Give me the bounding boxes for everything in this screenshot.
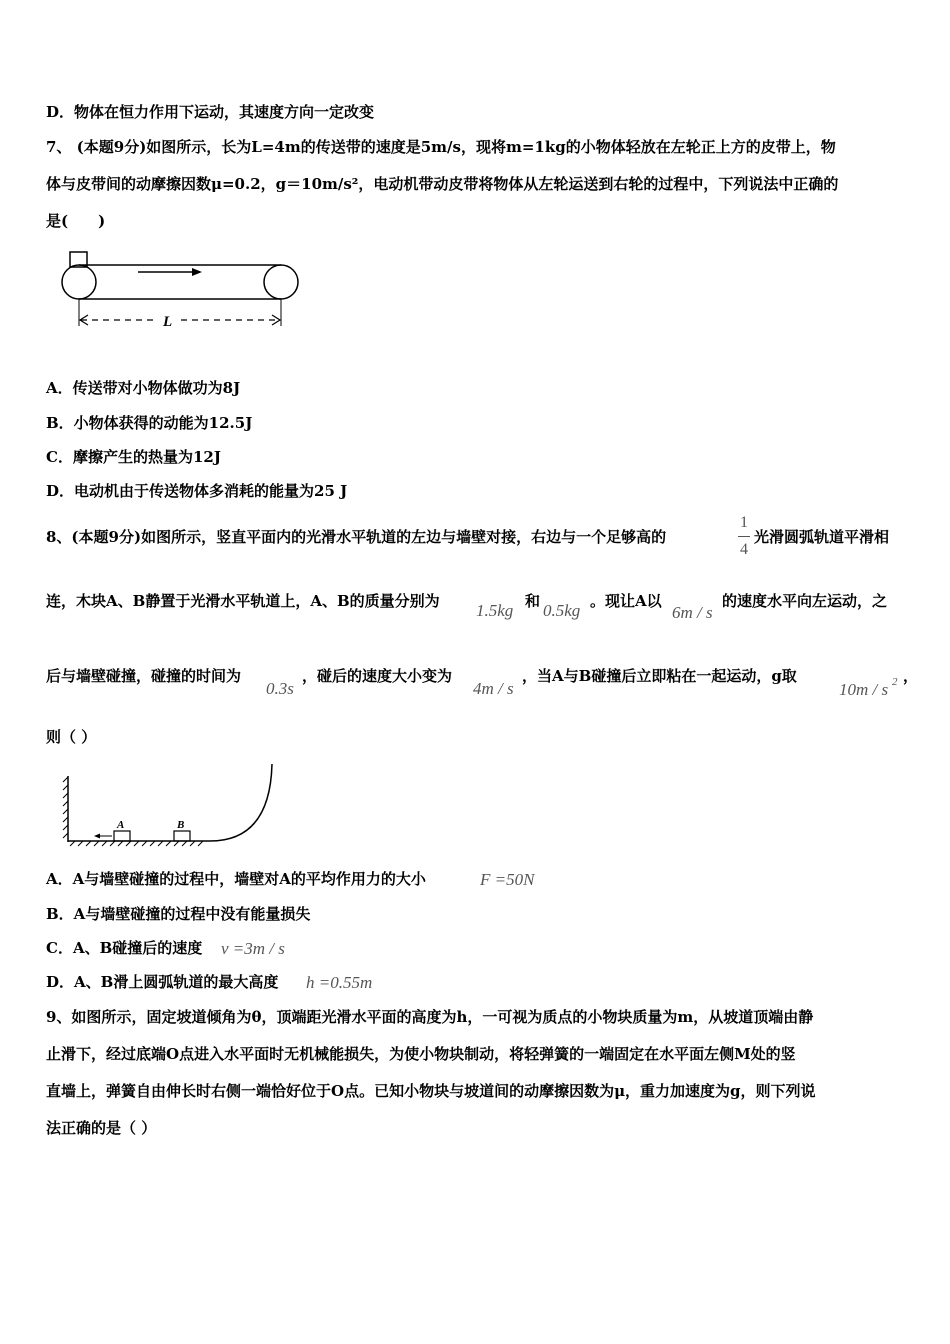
q8-stem-line-2d: 的速度水平向左运动，之 — [722, 592, 888, 610]
q8-stem-line-2a: 连，木块A、B静置于光滑水平轨道上，A、B的质量分别为 — [46, 592, 440, 610]
q8-stem-line-4: 则（ ） — [46, 728, 97, 746]
q7-option-b: B．小物体获得的动能为12.5J — [46, 414, 253, 432]
gravity-exponent: 2 — [892, 676, 898, 688]
rebound-velocity: 4m / s — [473, 679, 514, 698]
q9-stem-line-3: 直墙上，弹簧自由伸长时右侧一端恰好位于O点。已知小物块与坡道间的动摩擦因数为μ，重力加速度为g，则下列说 — [46, 1082, 816, 1100]
velocity-arrowhead-a — [94, 834, 100, 839]
length-label: L — [163, 314, 173, 330]
q9-stem-line-1: 9、如图所示，固定坡道倾角为θ，顶端距光滑水平面的高度为h，一可视为质点的小物块质量为m，从坡道顶端由静 — [46, 1008, 814, 1026]
q9-stem-line-4: 法正确的是（ ） — [46, 1119, 157, 1137]
fraction-bar — [738, 536, 750, 537]
velocity-a: 6m / s — [672, 603, 713, 622]
q7-stem-line-3: 是( ) — [46, 212, 106, 230]
q7-stem-line-1: 7、 (本题9分)如图所示，长为L=4m的传送带的速度是5m/s，现将m=1kg的小物体轻放在左轮正上方的皮带上，物 — [46, 138, 836, 156]
wall-force: F =50N — [480, 870, 535, 889]
q8-stem-line-2b: 和 — [525, 592, 541, 610]
q7-stem-line-2: 体与皮带间的动摩擦因数μ=0.2，g＝10m/s²，电动机带动皮带将物体从左轮运送到右轮的过程中，下列说法中正确的 — [46, 175, 839, 193]
q8-stem-line-3b: ，碰后的速度大小变为 — [302, 667, 453, 685]
conveyor-belt-figure — [56, 248, 326, 338]
q8-stem-line-1a: 8、(本题9分)如图所示，竖直平面内的光滑水平轨道的左边与墙壁对接，右边与一个足够高的 — [46, 528, 667, 546]
mass-a: 1.5kg — [476, 601, 514, 620]
left-wheel — [62, 265, 96, 299]
q8-option-a: A．A与墙壁碰撞的过程中，墙壁对A的平均作用力的大小 — [46, 870, 426, 888]
q9-stem-line-2: 止滑下，经过底端O点进入水平面时无机械能损失，为使小物块制动，将轻弹簧的一端固定在水平面左侧M处的竖 — [46, 1045, 796, 1063]
block-a-label: A — [117, 819, 125, 831]
fraction-denominator: 4 — [740, 541, 748, 558]
block-a — [114, 831, 130, 841]
prev-option-d: D．物体在恒力作用下运动，其速度方向一定改变 — [46, 103, 375, 121]
max-height: h =0.55m — [306, 973, 373, 992]
q8-stem-line-3a: 后与墙壁碰撞，碰撞的时间为 — [46, 667, 242, 685]
q7-option-c: C．摩擦产生的热量为12J — [46, 448, 221, 466]
q8-option-c: C．A、B碰撞后的速度 — [46, 939, 203, 957]
direction-arrowhead — [192, 268, 202, 276]
block-b — [174, 831, 190, 841]
q8-stem-line-2c: 。现让A以 — [590, 592, 662, 610]
wall-arc-track-figure — [60, 762, 290, 847]
q7-option-a: A．传送带对小物体做功为8J — [46, 379, 241, 397]
q8-stem-line-3d: ， — [903, 667, 919, 685]
q8-stem-line-3c: ，当A与B碰撞后立即粘在一起运动，g取 — [522, 667, 797, 685]
block-b-label: B — [177, 819, 185, 831]
q8-option-d: D．A、B滑上圆弧轨道的最大高度 — [46, 973, 279, 991]
q8-stem-line-1b: 光滑圆弧轨道平滑相 — [754, 528, 890, 546]
q7-option-d: D．电动机由于传送物体多消耗的能量为25 J — [46, 482, 348, 500]
gravity-value: 10m / s — [839, 680, 889, 699]
collision-time: 0.3s — [266, 679, 294, 698]
mass-b: 0.5kg — [543, 601, 581, 620]
fraction-numerator: 1 — [740, 514, 748, 531]
q8-option-b: B．A与墙壁碰撞的过程中没有能量损失 — [46, 905, 311, 923]
right-wheel — [264, 265, 298, 299]
combined-velocity: v =3m / s — [221, 939, 285, 958]
circular-arc-track — [210, 764, 272, 841]
